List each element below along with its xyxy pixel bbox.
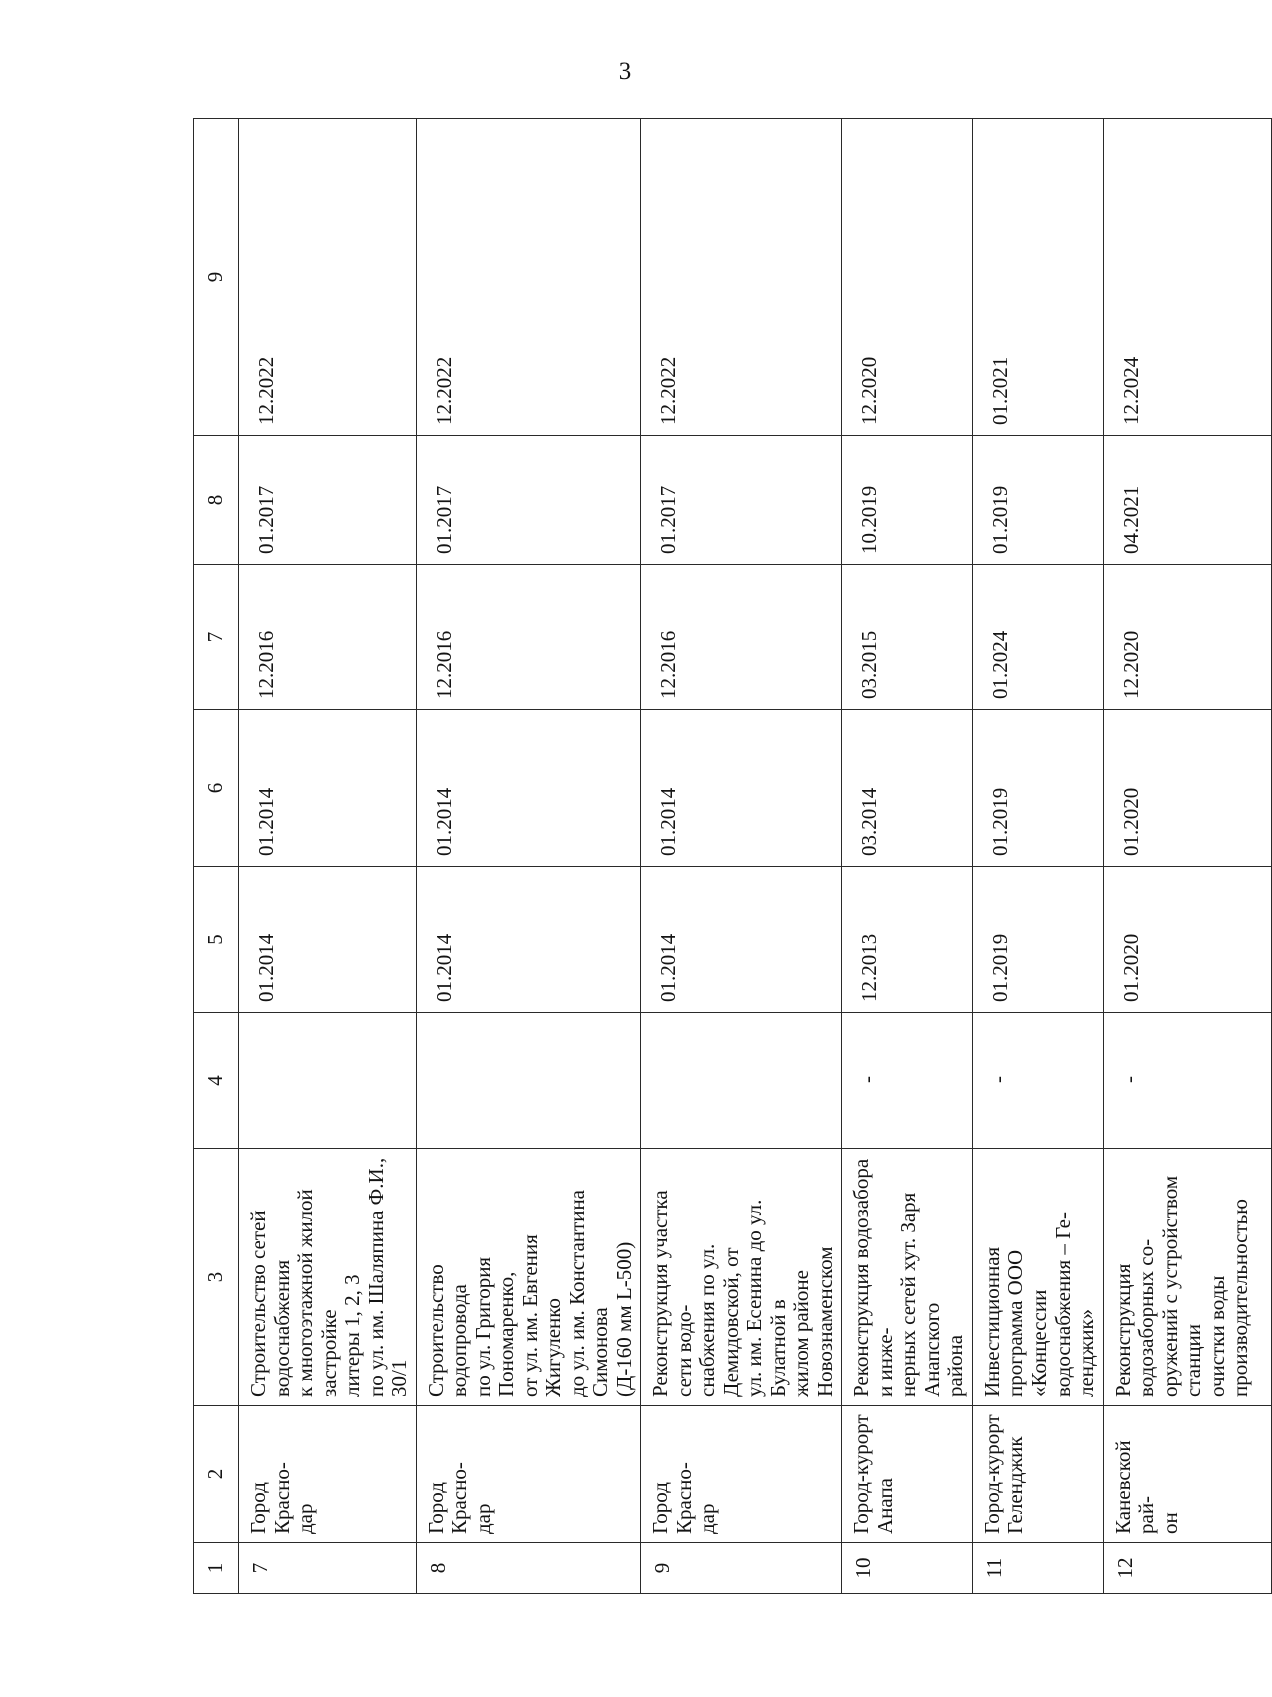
column-4-cell [239,1013,417,1149]
column-8-cell: 04.2021 [1103,436,1271,565]
column-header: 4 [194,1013,239,1149]
column-8-cell: 01.2017 [641,436,842,565]
description-cell: Реконструкция водозабора и инже- нерных сетей хут. Заря Анапского района [842,1149,973,1406]
column-header: 5 [194,867,239,1013]
description-cell: Реконструкция участка сети водо- снабжения по ул. Демидовской, от ул. им. Есенина до ул. Булатной в жилом районе Новознаменском [641,1149,842,1406]
description-cell: Инвестиционная программа ООО «Концессии водоснабжения – Ге- ленджик» [972,1149,1103,1406]
territory-cell: Город-курорт Анапа [842,1406,973,1543]
table-header-row [194,119,239,1594]
column-9-cell: 12.2020 [842,119,973,436]
column-8-cell: 10.2019 [842,436,973,565]
schedule-table [193,118,1272,1594]
row-number: 10 [842,1543,973,1594]
column-7-cell: 12.2016 [416,565,641,710]
description-cell: Реконструкция водозаборных со- оружений с устройством станции очистки воды производительностью [1103,1149,1271,1406]
column-5-cell: 01.2019 [972,867,1103,1013]
column-5-cell: 01.2014 [641,867,842,1013]
column-5-cell: 01.2020 [1103,867,1271,1013]
column-9-cell: 12.2022 [416,119,641,436]
page-number: 3 [618,58,632,85]
column-header: 9 [194,119,239,436]
column-6-cell: 01.2014 [239,710,417,867]
column-header: 7 [194,565,239,710]
column-5-cell: 01.2014 [239,867,417,1013]
description-cell: Строительство сетей водоснабжения к многоэтажной жилой застройке литеры 1, 2, 3 по ул. им. Шаляпина Ф.И., 30/1 [239,1149,417,1406]
column-6-cell: 01.2020 [1103,710,1271,867]
table-row [842,119,973,1594]
column-4-cell [641,1013,842,1149]
territory-cell: Город Красно- дар [416,1406,641,1543]
territory-cell: Каневской рай- он [1103,1406,1271,1543]
column-9-cell: 12.2024 [1103,119,1271,436]
row-number: 11 [972,1543,1103,1594]
column-4-cell: - [972,1013,1103,1149]
column-6-cell: 03.2014 [842,710,973,867]
row-number: 8 [416,1543,641,1594]
column-4-cell [416,1013,641,1149]
rotated-table-container [193,119,1253,1594]
column-4-cell: - [1103,1013,1271,1149]
territory-cell: Город Красно- дар [239,1406,417,1543]
column-7-cell: 03.2015 [842,565,973,710]
table-row [972,119,1103,1594]
column-7-cell: 12.2016 [239,565,417,710]
column-header: 3 [194,1149,239,1406]
territory-cell: Город Красно- дар [641,1406,842,1543]
column-6-cell: 01.2014 [416,710,641,867]
column-8-cell: 01.2017 [416,436,641,565]
column-8-cell: 01.2019 [972,436,1103,565]
column-9-cell: 12.2022 [641,119,842,436]
column-5-cell: 01.2014 [416,867,641,1013]
column-header: 6 [194,710,239,867]
territory-cell: Город-курорт Геленджик [972,1406,1103,1543]
table-row [1103,119,1271,1594]
column-header: 1 [194,1543,239,1594]
row-number: 12 [1103,1543,1271,1594]
table-row [641,119,842,1594]
column-6-cell: 01.2019 [972,710,1103,867]
column-4-cell: - [842,1013,973,1149]
column-7-cell: 12.2016 [641,565,842,710]
row-number: 9 [641,1543,842,1594]
table-row [416,119,641,1594]
column-header: 8 [194,436,239,565]
column-9-cell: 12.2022 [239,119,417,436]
column-8-cell: 01.2017 [239,436,417,565]
row-number: 7 [239,1543,417,1594]
column-7-cell: 01.2024 [972,565,1103,710]
column-header: 2 [194,1406,239,1543]
column-5-cell: 12.2013 [842,867,973,1013]
column-9-cell: 01.2021 [972,119,1103,436]
description-cell: Строительство водопровода по ул. Григория Пономаренко, от ул. им. Евгения Жигуленко до ул. им. Константина Симонова (Д-160 мм L-500) [416,1149,641,1406]
column-7-cell: 12.2020 [1103,565,1271,710]
table-row [239,119,417,1594]
column-6-cell: 01.2014 [641,710,842,867]
